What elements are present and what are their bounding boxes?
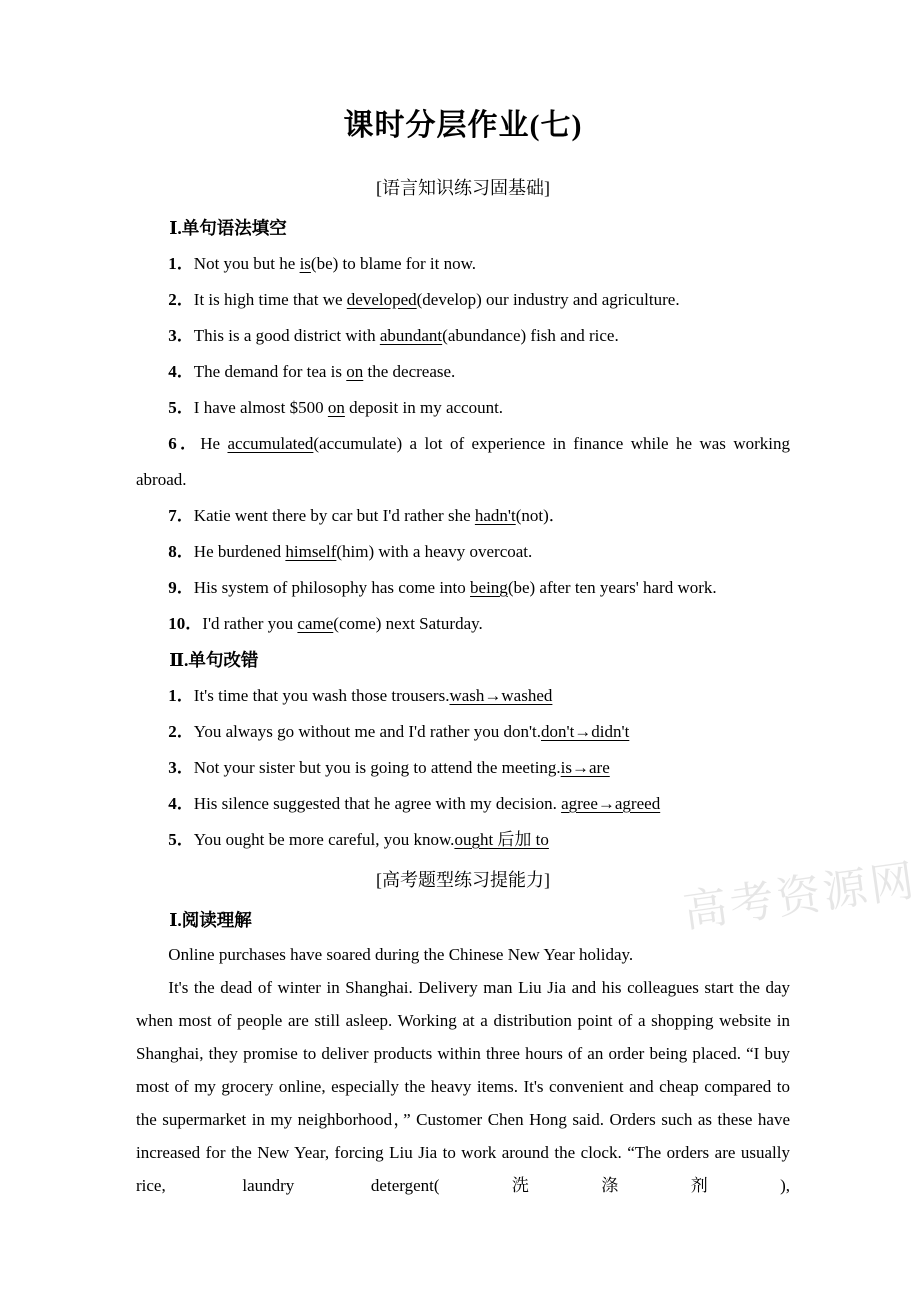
answer-underlined: came	[297, 614, 334, 633]
correction-list	[136, 678, 790, 858]
answer-underlined: wash→washed	[449, 686, 553, 705]
answer-underlined: don't→didn't	[541, 722, 630, 741]
answer-underlined: being	[470, 578, 508, 597]
item-text: The demand for tea is	[193, 362, 347, 381]
item-text: (not)．	[515, 506, 566, 525]
item-number: 7．	[168, 506, 194, 525]
item-text: Katie went there by car but I'd rather she	[193, 506, 475, 525]
part1-title: Ⅰ.单句语法填空	[169, 218, 287, 238]
exercise-item	[136, 354, 790, 390]
part2-title: Ⅱ.单句改错	[169, 650, 259, 670]
item-number: 4．	[168, 362, 194, 381]
item-text: (accumulate) a lot of experience in finance while he was working abroad.	[136, 434, 791, 489]
reading-title: Ⅰ.阅读理解	[169, 910, 252, 930]
item-text: deposit in my account.	[344, 398, 504, 417]
page-title: 课时分层作业(七)	[343, 109, 583, 142]
item-text: His system of philosophy has come into	[193, 578, 471, 597]
exercise-item	[136, 714, 790, 750]
exercise-item	[136, 318, 790, 354]
exercise-item	[136, 822, 790, 858]
answer-underlined: ought 后加 to	[454, 830, 549, 849]
item-number: 5．	[168, 398, 194, 417]
item-number: 4．	[168, 794, 194, 813]
answer-underlined: is→are	[560, 758, 610, 777]
item-number: 2．	[168, 290, 194, 309]
item-text: I'd rather you	[202, 614, 298, 633]
exercise-item	[136, 426, 790, 498]
exercise-item	[136, 786, 790, 822]
item-text: I have almost $500	[193, 398, 328, 417]
item-text: He burdened	[193, 542, 286, 561]
passage-paragraph: Online purchases have soared during the Chinese New Year holiday.	[168, 945, 634, 964]
grammar-fill-list	[136, 246, 790, 642]
item-text: (be) after ten years' hard work.	[507, 578, 717, 597]
item-number: 5．	[168, 830, 194, 849]
item-text: He	[200, 434, 228, 453]
answer-underlined: developed	[346, 290, 417, 309]
answer-underlined: on	[346, 362, 364, 381]
basic-section-header: [语言知识练习固基础]	[376, 178, 550, 198]
answer-underlined: is	[299, 254, 311, 273]
answer-underlined: on	[327, 398, 345, 417]
item-text: You always go without me and I'd rather you don't.	[193, 722, 541, 741]
item-number: 10．	[168, 614, 203, 633]
item-text: (abundance) fish and rice.	[442, 326, 619, 345]
answer-underlined: himself	[285, 542, 337, 561]
item-text: It's time that you wash those trousers.	[193, 686, 450, 705]
item-text: (him) with a heavy overcoat.	[336, 542, 533, 561]
item-text: You ought be more careful, you know.	[193, 830, 455, 849]
item-text: His silence suggested that he agree with my decision.	[193, 794, 562, 813]
answer-underlined: abundant	[379, 326, 443, 345]
item-number: 1．	[168, 254, 194, 273]
item-number: 2．	[168, 722, 194, 741]
watermark: 高考资源网	[680, 855, 920, 938]
exercise-item	[136, 390, 790, 426]
item-text: (come) next Saturday.	[333, 614, 483, 633]
answer-underlined: hadn't	[474, 506, 516, 525]
exercise-item	[136, 678, 790, 714]
item-number: 8．	[168, 542, 194, 561]
item-text: This is a good district with	[193, 326, 380, 345]
exercise-item	[136, 570, 790, 606]
answer-underlined: agree→agreed	[561, 794, 661, 813]
reading-passage	[136, 938, 790, 1202]
item-number: 1．	[168, 686, 194, 705]
exercise-item	[136, 246, 790, 282]
exercise-item	[136, 750, 790, 786]
exercise-item	[136, 282, 790, 318]
item-number: 3．	[168, 326, 194, 345]
item-text: (develop) our industry and agriculture.	[416, 290, 680, 309]
item-text: (be) to blame for it now.	[310, 254, 476, 273]
item-text: It is high time that we	[193, 290, 347, 309]
item-number: 9．	[168, 578, 194, 597]
passage-paragraph: It's the dead of winter in Shanghai. Delivery man Liu Jia and his colleagues start the day when most of people are still asleep. Working at a distribution point of a shopping website in Shanghai, they promise to deliver products within three hours of an order being placed. “I buy most of my grocery online, especially the heavy items. It's convenient and cheap compared to the supermarket in my neighborhood，” Customer Chen Hong said. Orders such as these have increased for the New Year, forcing Liu Jia to work around the clock. “The orders are usually rice, laundry detergent(洗涤剂),	[136, 978, 790, 1195]
item-number: 6．	[168, 434, 201, 453]
exercise-item	[136, 534, 790, 570]
item-number: 3．	[168, 758, 194, 777]
item-text: Not you but he	[193, 254, 300, 273]
answer-underlined: accumulated	[227, 434, 314, 453]
item-text: Not your sister but you is going to attend the meeting.	[193, 758, 561, 777]
exam-section-header: [高考题型练习提能力]	[376, 870, 550, 890]
exercise-item	[136, 498, 790, 534]
item-text: the decrease.	[363, 362, 456, 381]
exercise-item	[136, 606, 790, 642]
